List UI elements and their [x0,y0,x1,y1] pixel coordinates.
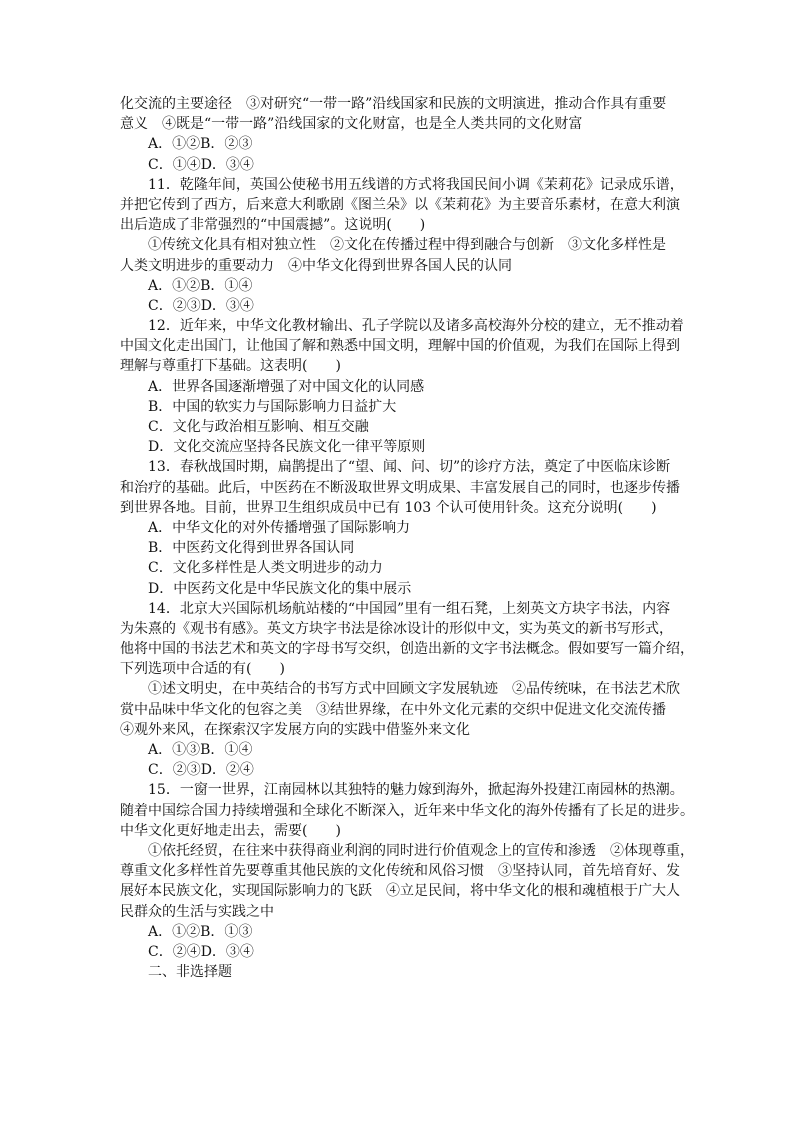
text-line: 11．乾隆年间，英国公使秘书用五线谱的方式将我国民间小调《茉莉花》记录成乐谱， [148,176,684,193]
text-line: A．①③B．①④ [148,742,253,758]
text-line: 二、非选择题 [148,964,232,981]
text-line: 赏中品味中华文化的包容之美 ③结世界缘，在中外文化元素的交织中促进文化交流传播 [120,701,666,718]
text-line: 出后造成了非常强烈的“中国震撼”。这说明( ) [120,217,426,234]
document-body [120,94,694,982]
text-line: 13．春秋战国时期，扁鹊提出了“望、闻、问、切”的诊疗方法，奠定了中医临床诊断 [148,459,671,476]
text-line: 尊重文化多样性首先要尊重其他民族的文化传统和风俗习惯 ③坚持认同，首先培育好、发 [120,863,680,880]
text-line: ④观外来风，在探索汉字发展方向的实践中借鉴外来文化 [120,721,470,738]
text-line: C．文化与政治相互影响、相互交融 [148,419,369,435]
text-line: 中国文化走出国门，让他国了解和熟悉中国文明，理解中国的价值观，为我们在国际上得到 [120,338,680,355]
text-line: A．①②B．①④ [148,277,253,294]
text-line: 展好本民族文化，实现国际影响力的飞跃 ④立足民间，将中华文化的根和魂植根于广大人 [120,883,680,900]
text-line: 他将中国的书法艺术和英文的字母书写交织，创造出新的文字书法概念。假如要写一篇介绍， [120,641,694,658]
text-line: 并把它传到了西方，后来意大利歌剧《图兰朵》以《茉莉花》为主要音乐素材，在意大利演 [120,196,680,213]
text-line: 下列选项中合适的有( ) [120,661,285,678]
text-line: 意义 ④既是“一带一路”沿线国家的文化财富，也是全人类共同的文化财富 [120,116,583,133]
text-line: C．文化多样性是人类文明进步的动力 [148,560,383,577]
text-line: 人类文明进步的重要动力 ④中华文化得到世界各国人民的认同 [120,257,512,274]
text-line: D．中医药文化是中华民族文化的集中展示 [148,580,412,597]
text-line: 理解与尊重打下基础。这表明( ) [120,358,341,375]
text-line: C．②③D．③④ [148,297,254,314]
text-line: 15．一窗一世界，江南园林以其独特的魅力嫁到海外，掀起海外投建江南园林的热潮。 [148,782,684,799]
text-line: 和治疗的基础。此后，中医药在不断汲取世界文明成果、丰富发展自己的同时，也逐步传播 [120,479,680,496]
text-line: ①依托经贸，在往来中获得商业利润的同时进行价值观念上的宣传和渗透 ②体现尊重， [148,842,694,859]
text-line: 中华文化更好地走出去，需要( ) [120,822,341,839]
text-line: C．②④D．③④ [148,943,254,960]
text-line: 到世界各地。目前，世界卫生组织成员中已有 103 个认可使用针灸。这充分说明( ) [120,499,657,516]
text-line: ①传统文化具有相对独立性 ②文化在传播过程中得到融合与创新 ③文化多样性是 [148,237,666,254]
text-line: 随着中国综合国力持续增强和全球化不断深入，近年来中华文化的海外传播有了长足的进步。 [120,802,694,819]
text-line: A．①②B．②③ [148,136,253,153]
text-line: B．中国的软实力与国际影响力日益扩大 [148,398,397,415]
text-line: 为朱熹的《观书有感》。英文方块字书法是徐冰设计的形似中文，实为英文的新书写形式， [120,620,673,637]
text-line: 化交流的主要途径 ③对研究“一带一路”沿线国家和民族的文明演进，推动合作具有重要 [120,96,667,112]
text-line: A．世界各国逐渐增强了对中国文化的认同感 [148,378,425,395]
text-line: A．中华文化的对外传播增强了国际影响力 [148,519,411,536]
text-line: B．中医药文化得到世界各国认同 [148,540,355,557]
text-line: ①述文明史，在中英结合的书写方式中回顾文字发展轨迹 ②品传统味，在书法艺术欣 [148,681,680,698]
text-line: A．①②B．①③ [148,923,253,940]
text-line: 14．北京大兴国际机场航站楼的“中国园”里有一组石凳，上刻英文方块字书法，内容 [148,600,671,617]
text-line: 民群众的生活与实践之中 [120,903,274,920]
text-line: 12．近年来，中华文化教材输出、孔子学院以及诸多高校海外分校的建立，无不推动着 [148,318,684,335]
text-line: C．①④D．③④ [148,156,254,173]
text-line: C．②③D．②④ [148,762,254,779]
text-line: D．文化交流应坚持各民族文化一律平等原则 [148,439,426,456]
